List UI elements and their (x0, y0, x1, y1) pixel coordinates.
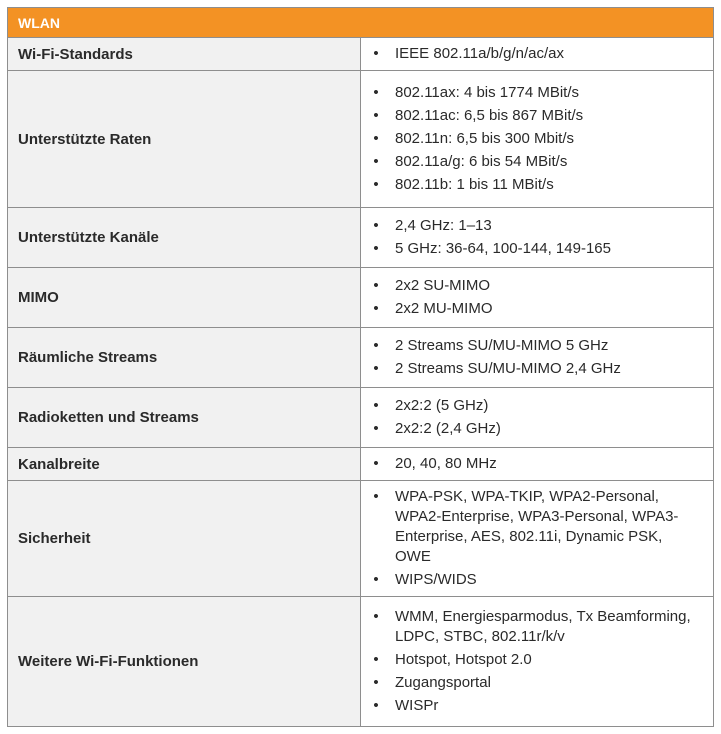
bullet-icon: • (373, 153, 379, 170)
row-label: Weitere Wi-Fi-Funktionen (8, 597, 361, 727)
value-text: 802.11n: 6,5 bis 300 Mbit/s (395, 130, 575, 147)
value-text: 2x2 MU-MIMO (395, 300, 493, 317)
bullet-icon: • (373, 360, 379, 377)
table-row (8, 448, 714, 481)
row-label: Unterstützte Kanäle (8, 208, 361, 268)
row-label: Unterstützte Raten (8, 71, 361, 208)
value-text: 2 Streams SU/MU-MIMO 5 GHz (395, 337, 609, 354)
list-item (369, 419, 701, 439)
bullet-icon: • (373, 488, 379, 505)
value-text: 5 GHz: 36-64, 100-144, 149-165 (395, 240, 611, 257)
value-text: 20, 40, 80 MHz (395, 455, 497, 472)
row-values (361, 481, 714, 597)
list-item (369, 216, 701, 236)
bullet-icon: • (373, 674, 379, 691)
row-label: Sicherheit (8, 481, 361, 597)
list-item (369, 650, 701, 670)
list-item (369, 396, 701, 416)
bullet-icon: • (373, 84, 379, 101)
bullet-icon: • (373, 45, 379, 62)
list-item (369, 359, 701, 379)
bullet-icon: • (373, 240, 379, 257)
table-row (8, 481, 714, 597)
value-list (369, 396, 701, 439)
value-text: 802.11b: 1 bis 11 MBit/s (395, 176, 554, 193)
list-item (369, 276, 701, 296)
list-item (369, 239, 701, 259)
table-row (8, 268, 714, 328)
table-row (8, 71, 714, 208)
table-row (8, 388, 714, 448)
value-text: 2x2:2 (5 GHz) (395, 397, 489, 414)
value-text: 2,4 GHz: 1–13 (395, 217, 492, 234)
value-list (369, 487, 701, 590)
list-item (369, 607, 701, 647)
table-row (8, 597, 714, 727)
row-label: Räumliche Streams (8, 328, 361, 388)
value-list (369, 336, 701, 379)
list-item (369, 106, 701, 126)
value-text: IEEE 802.11a/b/g/n/ac/ax (395, 45, 565, 62)
list-item (369, 487, 701, 567)
list-item (369, 44, 701, 64)
wlan-spec-table (7, 7, 714, 727)
value-text: 2x2 SU-MIMO (395, 277, 491, 294)
bullet-icon: • (373, 107, 379, 124)
value-list (369, 44, 701, 64)
value-text: WIPS/WIDS (395, 571, 477, 588)
bullet-icon: • (373, 397, 379, 414)
value-text: 802.11ac: 6,5 bis 867 MBit/s (395, 107, 584, 124)
bullet-icon: • (373, 420, 379, 437)
value-text: 802.11a/g: 6 bis 54 MBit/s (395, 153, 568, 170)
row-values (361, 328, 714, 388)
value-text: 2 Streams SU/MU-MIMO 2,4 GHz (395, 360, 621, 377)
row-label: Radioketten und Streams (8, 388, 361, 448)
value-list (369, 607, 701, 716)
value-text: WISPr (395, 697, 439, 714)
row-values (361, 388, 714, 448)
bullet-icon: • (373, 277, 379, 294)
value-text: Hotspot, Hotspot 2.0 (395, 651, 532, 668)
value-list (369, 276, 701, 319)
row-values (361, 597, 714, 727)
value-text: WMM, Energiesparmodus, Tx Beamforming, LDPC, STBC, 802.11r/k/v (395, 608, 691, 645)
list-item (369, 175, 701, 195)
bullet-icon: • (373, 300, 379, 317)
bullet-icon: • (373, 337, 379, 354)
list-item (369, 673, 701, 693)
value-list (369, 216, 701, 259)
value-list (369, 454, 701, 474)
list-item (369, 696, 701, 716)
list-item (369, 454, 701, 474)
spec-table-body (8, 8, 714, 727)
value-text: 802.11ax: 4 bis 1774 MBit/s (395, 84, 579, 101)
list-item (369, 299, 701, 319)
bullet-icon: • (373, 217, 379, 234)
row-values (361, 208, 714, 268)
bullet-icon: • (373, 651, 379, 668)
row-values (361, 71, 714, 208)
table-header: WLAN (8, 8, 714, 38)
row-label: Kanalbreite (8, 448, 361, 481)
value-text: 2x2:2 (2,4 GHz) (395, 420, 501, 437)
bullet-icon: • (373, 571, 379, 588)
table-header-row (8, 8, 714, 38)
table-row (8, 208, 714, 268)
table-row (8, 38, 714, 71)
value-list (369, 83, 701, 195)
list-item (369, 129, 701, 149)
bullet-icon: • (373, 608, 379, 625)
list-item (369, 83, 701, 103)
value-text: Zugangsportal (395, 674, 491, 691)
bullet-icon: • (373, 176, 379, 193)
bullet-icon: • (373, 455, 379, 472)
bullet-icon: • (373, 697, 379, 714)
table-row (8, 328, 714, 388)
row-values (361, 38, 714, 71)
bullet-icon: • (373, 130, 379, 147)
row-values (361, 268, 714, 328)
row-label: MIMO (8, 268, 361, 328)
list-item (369, 570, 701, 590)
row-label: Wi-Fi-Standards (8, 38, 361, 71)
list-item (369, 336, 701, 356)
list-item (369, 152, 701, 172)
row-values (361, 448, 714, 481)
value-text: WPA-PSK, WPA-TKIP, WPA2-Personal, WPA2-Enterprise, WPA3-Personal, WPA3-Enterprise, AES, 802.11i, Dynamic PSK, OWE (395, 488, 679, 565)
